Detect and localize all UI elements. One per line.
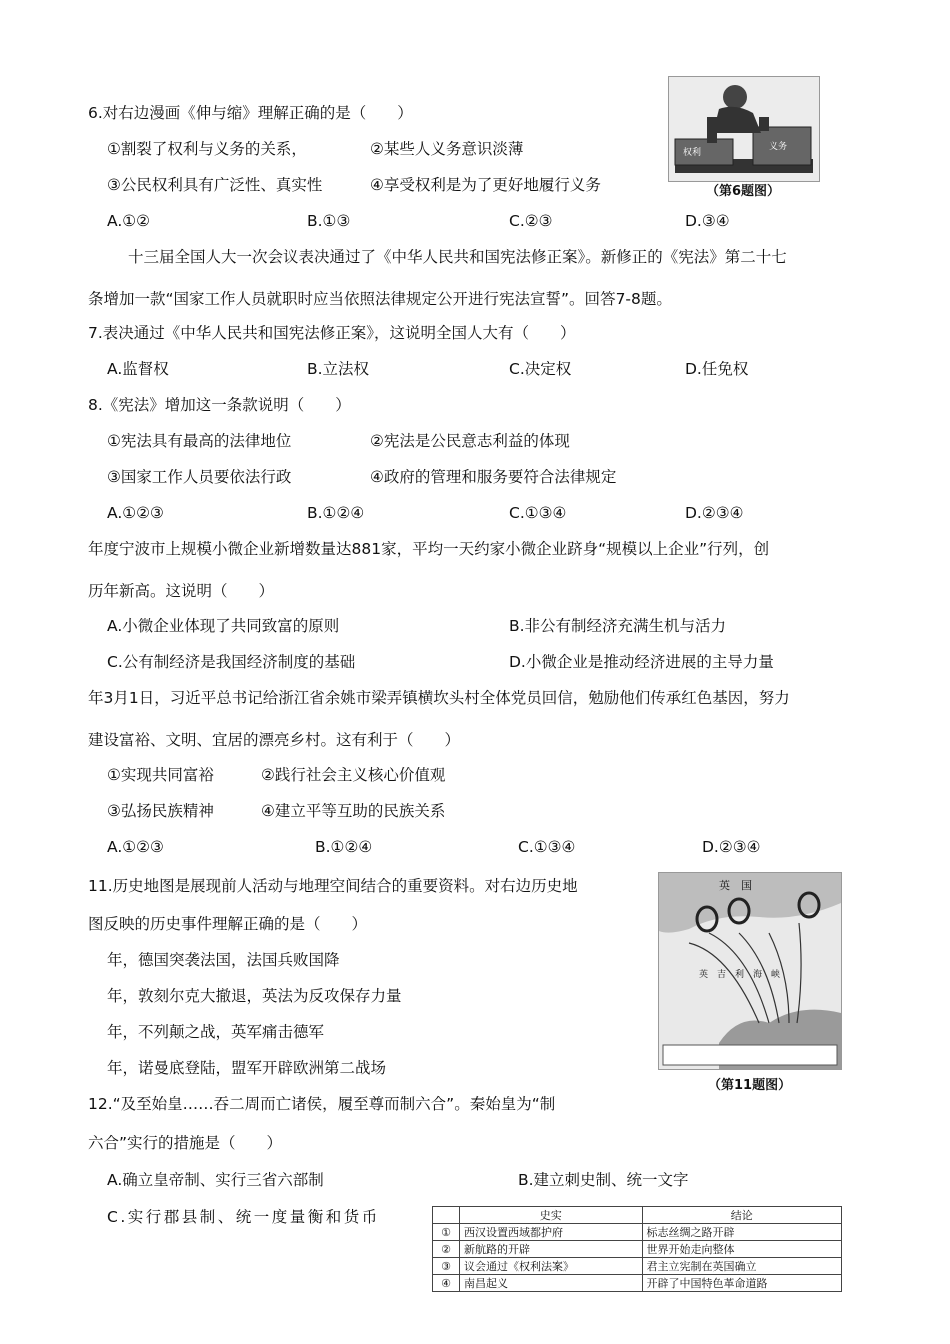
q6-item-4: ④享受权利是为了更好地履行义务 xyxy=(370,176,601,194)
q11-line1: 11.历史地图是展现前人活动与地理空间结合的重要资料。对右边历史地 xyxy=(88,877,578,895)
q10-item-4: ④建立平等互助的民族关系 xyxy=(261,802,446,820)
q9-option-b: B.非公有制经济充满生机与活力 xyxy=(509,617,727,635)
cartoon-box-right-label: 义务 xyxy=(769,142,788,152)
q6-cartoon-figure xyxy=(668,76,820,182)
table-cell-conclusion: 开辟了中国特色革命道路 xyxy=(642,1275,841,1292)
q12-option-a: A.确立皇帝制、实行三省六部制 xyxy=(107,1171,324,1189)
table-cell-conclusion: 标志丝绸之路开辟 xyxy=(642,1224,841,1241)
intro-7-8-line1: 十三届全国人大一次会议表决通过了《中华人民共和国宪法修正案》。新修正的《宪法》第二十七 xyxy=(128,248,787,266)
table-row xyxy=(433,1275,842,1292)
cartoon-illustration-icon xyxy=(669,77,819,181)
q8-option-b: B.①②④ xyxy=(307,504,365,522)
table-cell-conclusion: 世界开始走向整体 xyxy=(642,1241,841,1258)
table-cell-fact: 新航路的开辟 xyxy=(460,1241,643,1258)
q8-option-d: D.②③④ xyxy=(685,504,744,522)
q10-item-1: ①实现共同富裕 xyxy=(107,766,214,784)
q6-item-3: ③公民权利具有广泛性、真实性 xyxy=(107,176,323,194)
q11-map-figure xyxy=(658,872,842,1070)
q8-option-c: C.①③④ xyxy=(509,504,567,522)
q6-option-d: D.③④ xyxy=(685,212,730,230)
q6-option-c: C.②③ xyxy=(509,212,553,230)
q7-option-a: A.监督权 xyxy=(107,360,169,378)
table-cell-conclusion: 君主立宪制在英国确立 xyxy=(642,1258,841,1275)
q12-option-c: C.实行郡县制、统一度量衡和货币 xyxy=(107,1208,380,1226)
table-cell-num: ② xyxy=(433,1241,460,1258)
table-cell-num: ③ xyxy=(433,1258,460,1275)
q10-item-2: ②践行社会主义核心价值观 xyxy=(261,766,446,784)
table-header-num xyxy=(433,1207,460,1224)
q10-line1: 年3月1日，习近平总书记给浙江省余姚市梁弄镇横坎头村全体党员回信，勉励他们传承红色基因，努力 xyxy=(88,689,790,707)
q8-item-1: ①宪法具有最高的法律地位 xyxy=(107,432,292,450)
q11-option-3: 年，不列颠之战，英军痛击德军 xyxy=(107,1023,325,1041)
q10-item-3: ③弘扬民族精神 xyxy=(107,802,214,820)
q7-option-c: C.决定权 xyxy=(509,360,572,378)
table-row xyxy=(433,1224,842,1241)
facts-table-header xyxy=(433,1207,842,1224)
table-cell-num: ① xyxy=(433,1224,460,1241)
q8-item-4: ④政府的管理和服务要符合法律规定 xyxy=(370,468,617,486)
q10-line2: 建设富裕、文明、宜居的漂亮乡村。这有利于（ ） xyxy=(88,731,461,749)
q12-line1: 12.“及至始皇……吞二周而亡诸侯，履至尊而制六合”。秦始皇为“制 xyxy=(88,1095,556,1113)
facts-table xyxy=(432,1206,842,1292)
q9-option-d: D.小微企业是推动经济进展的主导力量 xyxy=(509,653,774,671)
table-cell-fact: 南昌起义 xyxy=(460,1275,643,1292)
q7-option-b: B.立法权 xyxy=(307,360,370,378)
q10-option-c: C.①③④ xyxy=(518,838,576,856)
q9-line2: 历年新高。这说明（ ） xyxy=(88,582,275,600)
table-header-conclusion: 结论 xyxy=(642,1207,841,1224)
q11-option-1: 年，德国突袭法国，法国兵败国降 xyxy=(107,951,340,969)
q12-option-b: B.建立刺史制、统一文字 xyxy=(518,1171,689,1189)
q8-item-2: ②宪法是公民意志利益的体现 xyxy=(370,432,570,450)
q11-option-4: 年，诺曼底登陆，盟军开辟欧洲第二战场 xyxy=(107,1059,387,1077)
q11-figure-caption: （第11题图） xyxy=(708,1078,792,1093)
q10-option-d: D.②③④ xyxy=(702,838,761,856)
q10-option-a: A.①②③ xyxy=(107,838,164,856)
q9-option-a: A.小微企业体现了共同致富的原则 xyxy=(107,617,340,635)
table-row xyxy=(433,1241,842,1258)
table-cell-fact: 议会通过《权利法案》 xyxy=(460,1258,643,1275)
q9-line1: 年度宁波市上规模小微企业新增数量达881家，平均一天约家小微企业跻身“规模以上企业”行列，创 xyxy=(88,540,770,558)
q12-line2: 六合”实行的措施是（ ） xyxy=(88,1134,283,1152)
table-header-fact: 史实 xyxy=(460,1207,643,1224)
q11-option-2: 年，敦刻尔克大撤退，英法为反攻保存力量 xyxy=(107,987,402,1005)
q6-option-b: B.①③ xyxy=(307,212,351,230)
q8-option-a: A.①②③ xyxy=(107,504,164,522)
q7-stem: 7.表决通过《中华人民共和国宪法修正案》，这说明全国人大有（ ） xyxy=(88,324,576,342)
map-label-top: 英 国 xyxy=(719,879,752,892)
q8-item-3: ③国家工作人员要依法行政 xyxy=(107,468,292,486)
q11-line2: 图反映的历史事件理解正确的是（ ） xyxy=(88,915,368,933)
q8-stem: 8.《宪法》增加这一条款说明（ ） xyxy=(88,396,351,414)
q6-item-2: ②某些人义务意识淡薄 xyxy=(370,140,524,158)
q6-stem: 6.对右边漫画《伸与缩》理解正确的是（ ） xyxy=(88,104,413,122)
q10-option-b: B.①②④ xyxy=(315,838,373,856)
q6-option-a: A.①② xyxy=(107,212,151,230)
intro-7-8-line2: 条增加一款“国家工作人员就职时应当依照法律规定公开进行宪法宣誓”。回答7-8题。 xyxy=(88,290,672,308)
q9-option-c: C.公有制经济是我国经济制度的基础 xyxy=(107,653,356,671)
map-label-sea: 英 吉 利 海 峡 xyxy=(699,970,781,980)
table-cell-fact: 西汉设置西域都护府 xyxy=(460,1224,643,1241)
q6-figure-caption: （第6题图） xyxy=(706,184,781,199)
q7-option-d: D.任免权 xyxy=(685,360,749,378)
table-row xyxy=(433,1258,842,1275)
q6-item-1: ①割裂了权利与义务的关系， xyxy=(107,140,307,158)
cartoon-box-left-label: 权利 xyxy=(683,148,702,158)
table-cell-num: ④ xyxy=(433,1275,460,1292)
